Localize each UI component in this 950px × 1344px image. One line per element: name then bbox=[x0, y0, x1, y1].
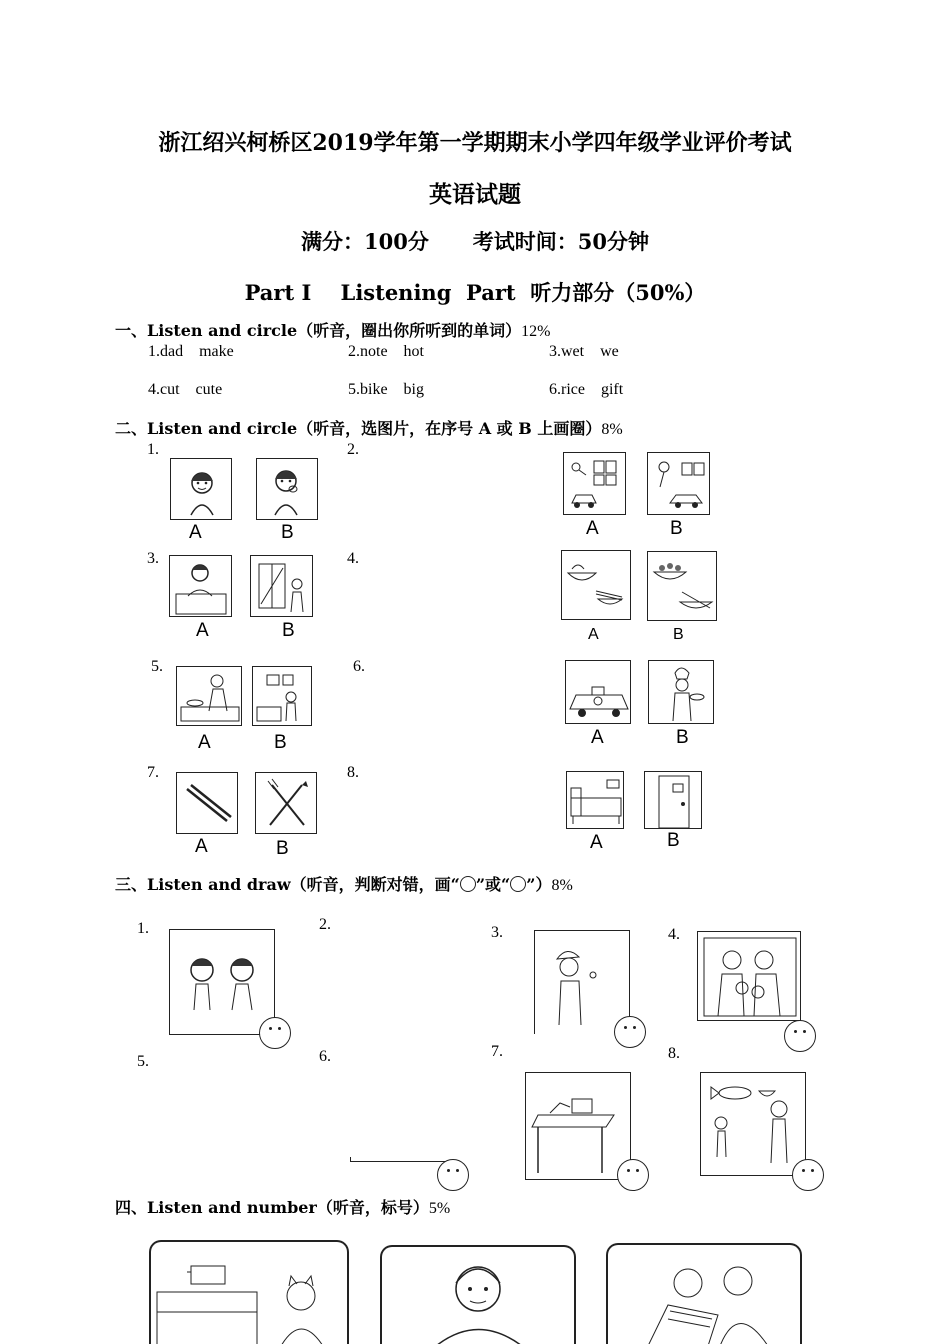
boy-window-picture bbox=[250, 555, 313, 617]
q2-number-8: 8. bbox=[347, 764, 359, 781]
word-pair-5: 5.bike big bbox=[348, 381, 424, 398]
door-picture bbox=[644, 771, 702, 829]
q6-label-a[interactable]: A bbox=[591, 727, 604, 748]
q2-number-6: 6. bbox=[353, 658, 365, 675]
section2-heading-text: 二、Listen and circle（听音，选图片，在序号 A 或 B 上画圈） bbox=[115, 419, 602, 438]
fish-bowl-picture bbox=[700, 1072, 806, 1176]
section4-percent: 5% bbox=[428, 1200, 451, 1217]
noodles-chopsticks-picture bbox=[561, 550, 631, 620]
q3-number-3: 3. bbox=[491, 924, 503, 941]
q2-number-3: 3. bbox=[147, 550, 159, 567]
q7-label-a[interactable]: A bbox=[195, 836, 208, 857]
q2-number-5: 5. bbox=[151, 658, 163, 675]
q3-number-5: 5. bbox=[137, 1053, 149, 1070]
girl-coughing-picture bbox=[256, 458, 318, 520]
q3-number-8: 8. bbox=[668, 1045, 680, 1062]
girl-smiling-picture bbox=[170, 458, 232, 520]
q2-number-4: 4. bbox=[347, 550, 359, 567]
section1-heading-text: 一、Listen and circle（听音，圈出你所听到的单词） bbox=[115, 321, 522, 340]
q2-number-1: 1. bbox=[147, 441, 159, 458]
girl-in-room-picture bbox=[252, 666, 312, 726]
section4-heading bbox=[115, 1195, 450, 1218]
chef-picture bbox=[648, 660, 714, 724]
answer-face-3[interactable] bbox=[614, 1016, 646, 1048]
q5-label-b[interactable]: B bbox=[274, 732, 287, 753]
word-pair-6: 6.rice gift bbox=[549, 381, 624, 398]
q5-label-a[interactable]: A bbox=[198, 732, 211, 753]
q2-label-a[interactable]: A bbox=[586, 518, 599, 539]
answer-face-1[interactable] bbox=[259, 1017, 291, 1049]
q3-label-a[interactable]: A bbox=[196, 620, 209, 641]
q3-number-7: 7. bbox=[491, 1043, 503, 1060]
section3-heading-text: 三、Listen and draw（听音，判断对错，画“ bbox=[115, 875, 460, 894]
key-cards-car-picture bbox=[647, 452, 710, 515]
knife-fork-picture bbox=[255, 772, 317, 834]
answer-face-6[interactable] bbox=[437, 1159, 469, 1191]
word-pair-1: 1.dad make bbox=[148, 343, 234, 360]
grandparents-reading-picture bbox=[606, 1243, 802, 1344]
mother-cooking-picture bbox=[176, 666, 242, 726]
answer-face-8[interactable] bbox=[792, 1159, 824, 1191]
dumplings-noodles-picture bbox=[647, 551, 717, 621]
section4-heading-text: 四、Listen and number（听音，标号） bbox=[115, 1198, 429, 1217]
q6-label-b[interactable]: B bbox=[676, 727, 689, 748]
section2-percent: 8% bbox=[601, 421, 623, 438]
sad-face-icon bbox=[510, 876, 526, 892]
word-pair-2: 2.note hot bbox=[348, 343, 424, 360]
q3-number-2: 2. bbox=[319, 916, 331, 933]
q8-label-b[interactable]: B bbox=[667, 830, 680, 851]
score-time-line: 满分：100分 考试时间：50分钟 bbox=[301, 229, 649, 254]
keys-books-car-picture bbox=[563, 452, 626, 515]
desk-picture bbox=[525, 1072, 631, 1180]
q3-number-4: 4. bbox=[668, 926, 680, 943]
section1-heading bbox=[115, 318, 550, 341]
answer-face-7[interactable] bbox=[617, 1159, 649, 1191]
taxi-driver-picture bbox=[565, 660, 631, 724]
exam-title: 浙江绍兴柯桥区2019学年第一学期期末小学四年级学业评价考试 bbox=[158, 130, 792, 156]
q4-label-b[interactable]: B bbox=[673, 626, 684, 643]
chopsticks-picture bbox=[176, 772, 238, 834]
q3-number-1: 1. bbox=[137, 920, 149, 937]
section2-heading bbox=[115, 416, 623, 439]
q2-label-b[interactable]: B bbox=[670, 518, 683, 539]
empty-frame-6 bbox=[350, 1157, 451, 1162]
section3-heading-mid: ”或“ bbox=[475, 875, 511, 894]
answer-face-4[interactable] bbox=[784, 1020, 816, 1052]
section1-percent: 12% bbox=[521, 323, 551, 340]
kitchen-cat-picture bbox=[149, 1240, 349, 1344]
q7-label-b[interactable]: B bbox=[276, 838, 289, 859]
section3-percent: 8% bbox=[551, 877, 573, 894]
section3-heading-end: ”） bbox=[526, 875, 552, 894]
nurse-picture bbox=[534, 930, 630, 1034]
q4-label-a[interactable]: A bbox=[588, 626, 599, 643]
q1-label-b[interactable]: B bbox=[281, 522, 294, 543]
q3-label-b[interactable]: B bbox=[282, 620, 295, 641]
q2-number-2: 2. bbox=[347, 441, 359, 458]
family-photo-picture bbox=[697, 931, 801, 1021]
section3-heading bbox=[115, 872, 573, 895]
q3-number-6: 6. bbox=[319, 1048, 331, 1065]
word-pair-3: 3.wet we bbox=[549, 343, 619, 360]
boy-washing-picture bbox=[169, 555, 232, 617]
bed-picture bbox=[566, 771, 624, 829]
man-portrait-picture bbox=[380, 1245, 576, 1344]
part-title: Part I Listening Part 听力部分（50%） bbox=[244, 280, 706, 305]
q1-label-a[interactable]: A bbox=[189, 522, 202, 543]
exam-subtitle: 英语试题 bbox=[429, 181, 521, 208]
word-pair-4: 4.cut cute bbox=[148, 381, 223, 398]
two-children-picture bbox=[169, 929, 275, 1035]
smile-face-icon bbox=[460, 876, 476, 892]
q8-label-a[interactable]: A bbox=[590, 832, 603, 853]
q2-number-7: 7. bbox=[147, 764, 159, 781]
